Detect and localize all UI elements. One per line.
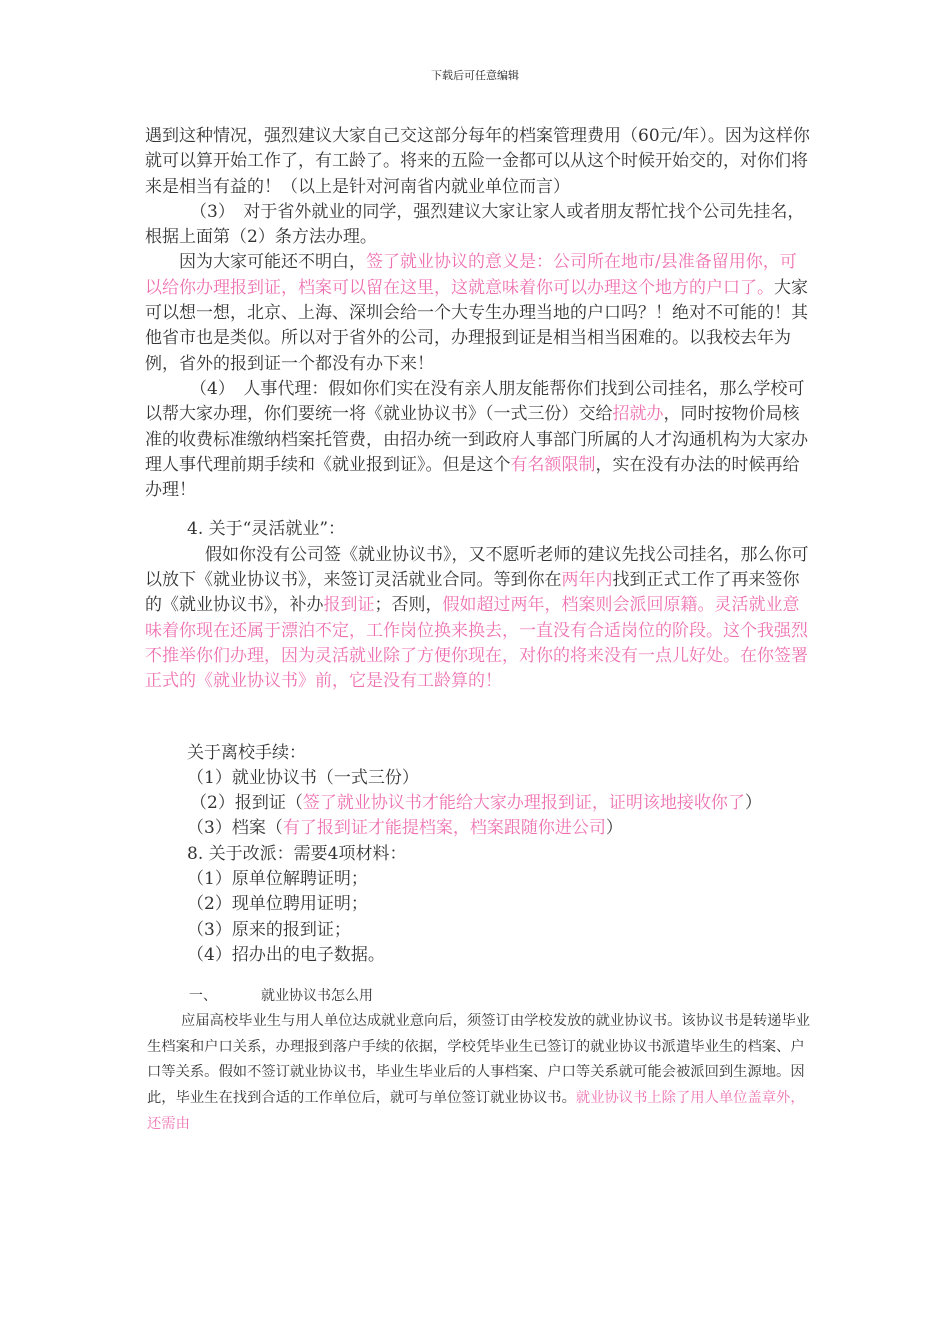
text-normal: 大家可以想一想，北京、上海、深圳会给一个大专生办理当地的户口吗？！绝对不可能的！其他省市也是类似。所以对于省外的公司，办理报到证是相当相当困难的。以我校去年为例，省外的报到证一个都没有办下来！ bbox=[145, 277, 808, 374]
text-highlight: 招就办 bbox=[612, 404, 664, 425]
section-number: 一、 bbox=[189, 988, 217, 1005]
text-normal: 假如你没有公司签《就业协议书》，又不愿听老师的建议先找公司挂名，那么你可以放下《就业协议书》，来签订灵活就业合同。等到你在 bbox=[145, 544, 809, 591]
text-normal: ，实在没有办法的时候再给办理！ bbox=[145, 454, 800, 501]
section-heading bbox=[145, 986, 813, 1006]
list-item: （3）原来的报到证； bbox=[187, 919, 351, 940]
text-highlight: 有名额限制 bbox=[510, 454, 596, 475]
heading-reassignment: 8. 关于改派：需要4项材料： bbox=[187, 843, 407, 864]
paragraph-archive-fee: 遇到这种情况，强烈建议大家自己交这部分每年的档案管理费用（60元/年）。因为这样你就可以算开始工作了，有工龄了。将来的五险一金都可以从这个时候开始交的，对你们将来是相当有益的！（以上是针对河南省内就业单位而言） bbox=[145, 126, 810, 197]
list-item bbox=[145, 816, 813, 841]
text-highlight: 两年内 bbox=[561, 570, 613, 591]
text-highlight: 签了就业协议的意义是：公司所在地市/县准备留用你，可以给你办理报到证，档案可以留在这里，这就意味着你可以办理这个地方的户口了。 bbox=[145, 252, 797, 298]
text-normal: ） bbox=[744, 793, 762, 814]
list-item: （1）原单位解聘证明； bbox=[187, 869, 368, 890]
list-item: （1）就业协议书（一式三份） bbox=[187, 767, 419, 788]
text-highlight: 就业协议书上除了用人单位盖章外，还需由 bbox=[147, 1089, 805, 1132]
heading-flexible-employment: 4. 关于“灵活就业”： bbox=[187, 519, 346, 540]
document-body bbox=[145, 124, 813, 1137]
paragraph-flexible-employment bbox=[145, 543, 813, 695]
list-item: （2）现单位聘用证明； bbox=[187, 894, 368, 915]
text-normal: （4） 人事代理：假如你们实在没有亲人朋友能帮你们找到公司挂名，那么学校可以帮大家办理，你们要统一将《就业协议书》（一式三份）交给 bbox=[145, 378, 805, 425]
text-highlight: 签了就业协议书才能给大家办理报到证，证明该地接收你了 bbox=[302, 793, 745, 814]
text-highlight: 假如超过两年，档案则会派回原籍。灵活就业意味着你现在还属于漂泊不定，工作岗位换来换去，一直没有合适岗位的阶段。这个我强烈不推举你们办理，因为灵活就业除了方便你现在，对你的将来没有一点儿好处。在你签署正式的《就业协议书》前，它是没有工龄算的！ bbox=[145, 595, 808, 692]
list-item: （4）招办出的电子数据。 bbox=[187, 944, 385, 965]
text-normal: 因为大家可能还不明白， bbox=[179, 252, 366, 273]
text-normal: （3）档案（ bbox=[187, 818, 283, 839]
text-normal: ；否则， bbox=[374, 595, 443, 616]
paragraph-agreement-usage bbox=[145, 1009, 813, 1137]
text-normal: 找到正式工作了再来签你的《就业协议书》，补办 bbox=[145, 570, 800, 616]
text-normal: （2）报到证（ bbox=[190, 793, 303, 814]
heading-leaving-school: 关于离校手续： bbox=[187, 742, 306, 763]
text-highlight: 报到证 bbox=[323, 595, 375, 616]
text-normal: 应届高校毕业生与用人单位达成就业意向后，须签订由学校发放的就业协议书。该协议书是转递毕业生档案和户口关系，办理报到落户手续的依据，学校凭毕业生已签订的就业协议书派遣毕业生的档案、户口等关系。假如不签订就业协议书，毕业生毕业后的人事档案、户口等关系就可能会被派回到生源地。因此，毕业生在找到合适的工作单位后，就可与单位签订就业协议书。 bbox=[147, 1013, 811, 1106]
text-normal: ） bbox=[605, 818, 623, 839]
paragraph-item-4 bbox=[145, 377, 813, 503]
text-normal: ，同时按物价局核准的收费标准缴纳档案托管费，由招办统一到政府人事部门所属的人才沟通机构为大家办理人事代理前期手续和《就业报到证》。但是这个 bbox=[145, 404, 808, 475]
paragraph-agreement-meaning bbox=[145, 250, 813, 376]
list-item bbox=[145, 791, 813, 816]
paragraph-item-3: （3） 对于省外就业的同学，强烈建议大家让家人或者朋友帮忙找个公司先挂名，根据上面第（2）条方法办理。 bbox=[145, 201, 805, 248]
section-title: 就业协议书怎么用 bbox=[261, 988, 373, 1005]
text-highlight: 有了报到证才能提档案，档案跟随你进公司 bbox=[282, 818, 606, 839]
page-header: 下载后可任意编辑 bbox=[431, 69, 519, 82]
